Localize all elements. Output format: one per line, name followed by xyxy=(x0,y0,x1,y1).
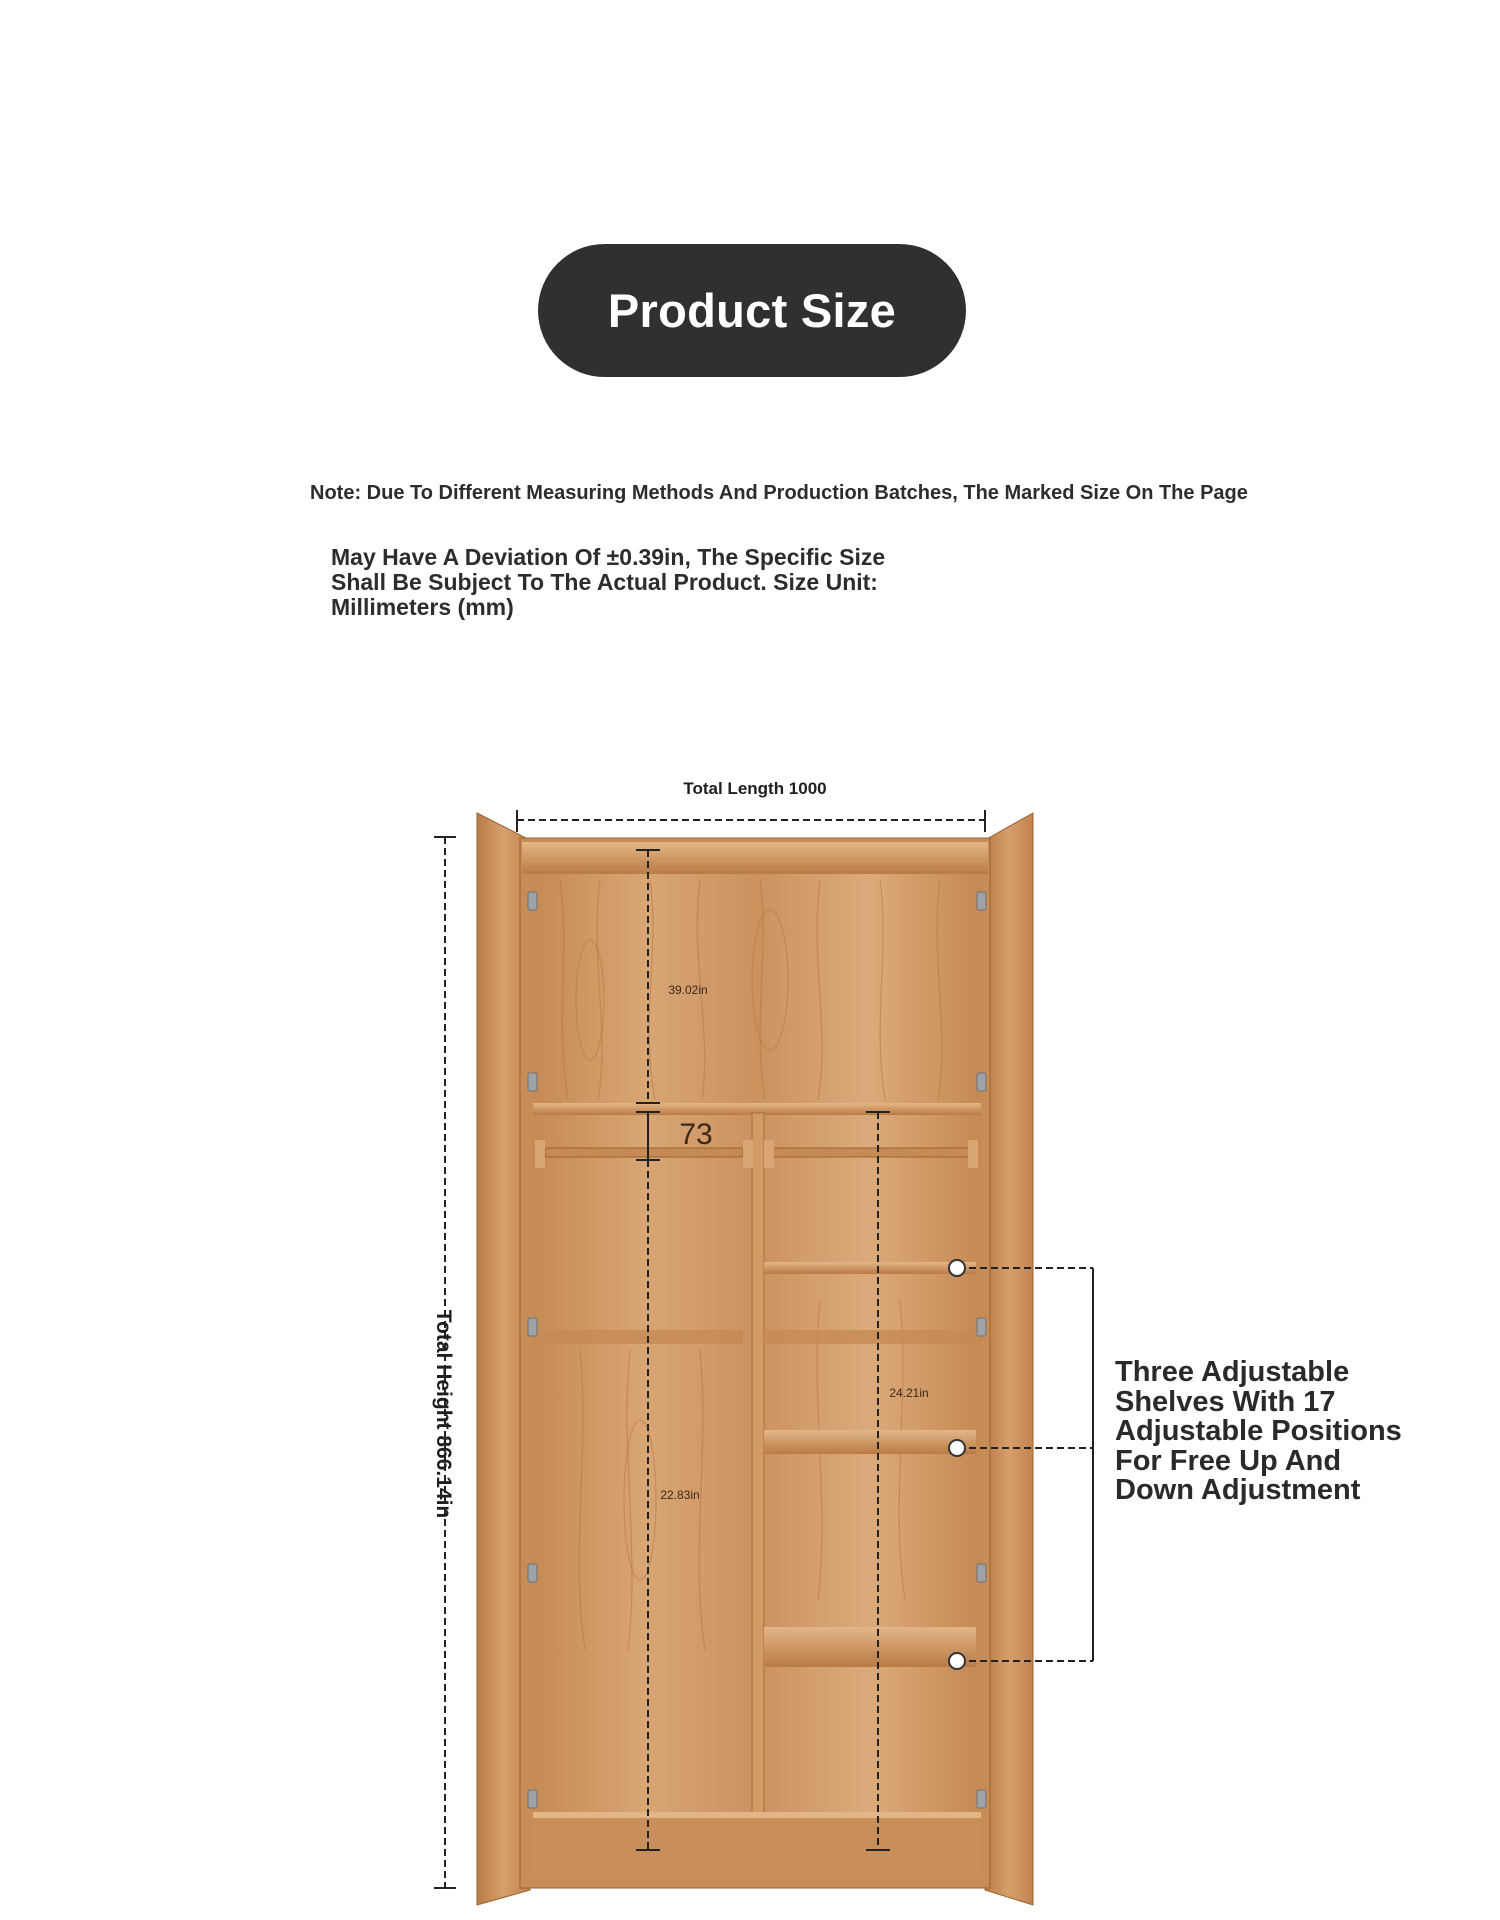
shelf-description: Three Adjustable Shelves With 17 Adjustable Positions For Free Up And Down Adjustment xyxy=(1115,1356,1402,1506)
right-door xyxy=(985,813,1033,1905)
right-hanging-rail xyxy=(772,1148,970,1157)
shelf-marker-3 xyxy=(949,1653,965,1669)
top-board xyxy=(522,842,988,874)
center-divider xyxy=(752,1113,764,1873)
right-section-label: 24.21in xyxy=(889,1386,929,1400)
note-line-1: Note: Due To Different Measuring Methods And Production Batches, The Marked Size On The Page xyxy=(310,482,1248,504)
adjustable-shelf-2 xyxy=(764,1430,976,1454)
bottom-board xyxy=(533,1812,981,1874)
banner-title: Product Size xyxy=(607,284,897,337)
rail-gap-label: 73 xyxy=(679,1118,713,1151)
shelf-marker-2 xyxy=(949,1440,965,1456)
upper-compartment-label: 39.02in xyxy=(668,983,708,997)
total-height-label: Total Height 866.14in xyxy=(432,1309,455,1519)
note-line-2: May Have A Deviation Of ±0.39in, The Specific Size Shall Be Subject To The Actual Product. Size Unit: Millimeters (mm) xyxy=(331,544,886,620)
total-length-label: Total Length 1000 xyxy=(683,779,827,798)
shelf-marker-1 xyxy=(949,1260,965,1276)
adjustable-shelf-3 xyxy=(764,1627,976,1667)
left-hanging-rail xyxy=(545,1148,743,1157)
left-hanging-label: 22.83in xyxy=(660,1488,700,1502)
adjustable-shelf-1 xyxy=(764,1262,976,1274)
